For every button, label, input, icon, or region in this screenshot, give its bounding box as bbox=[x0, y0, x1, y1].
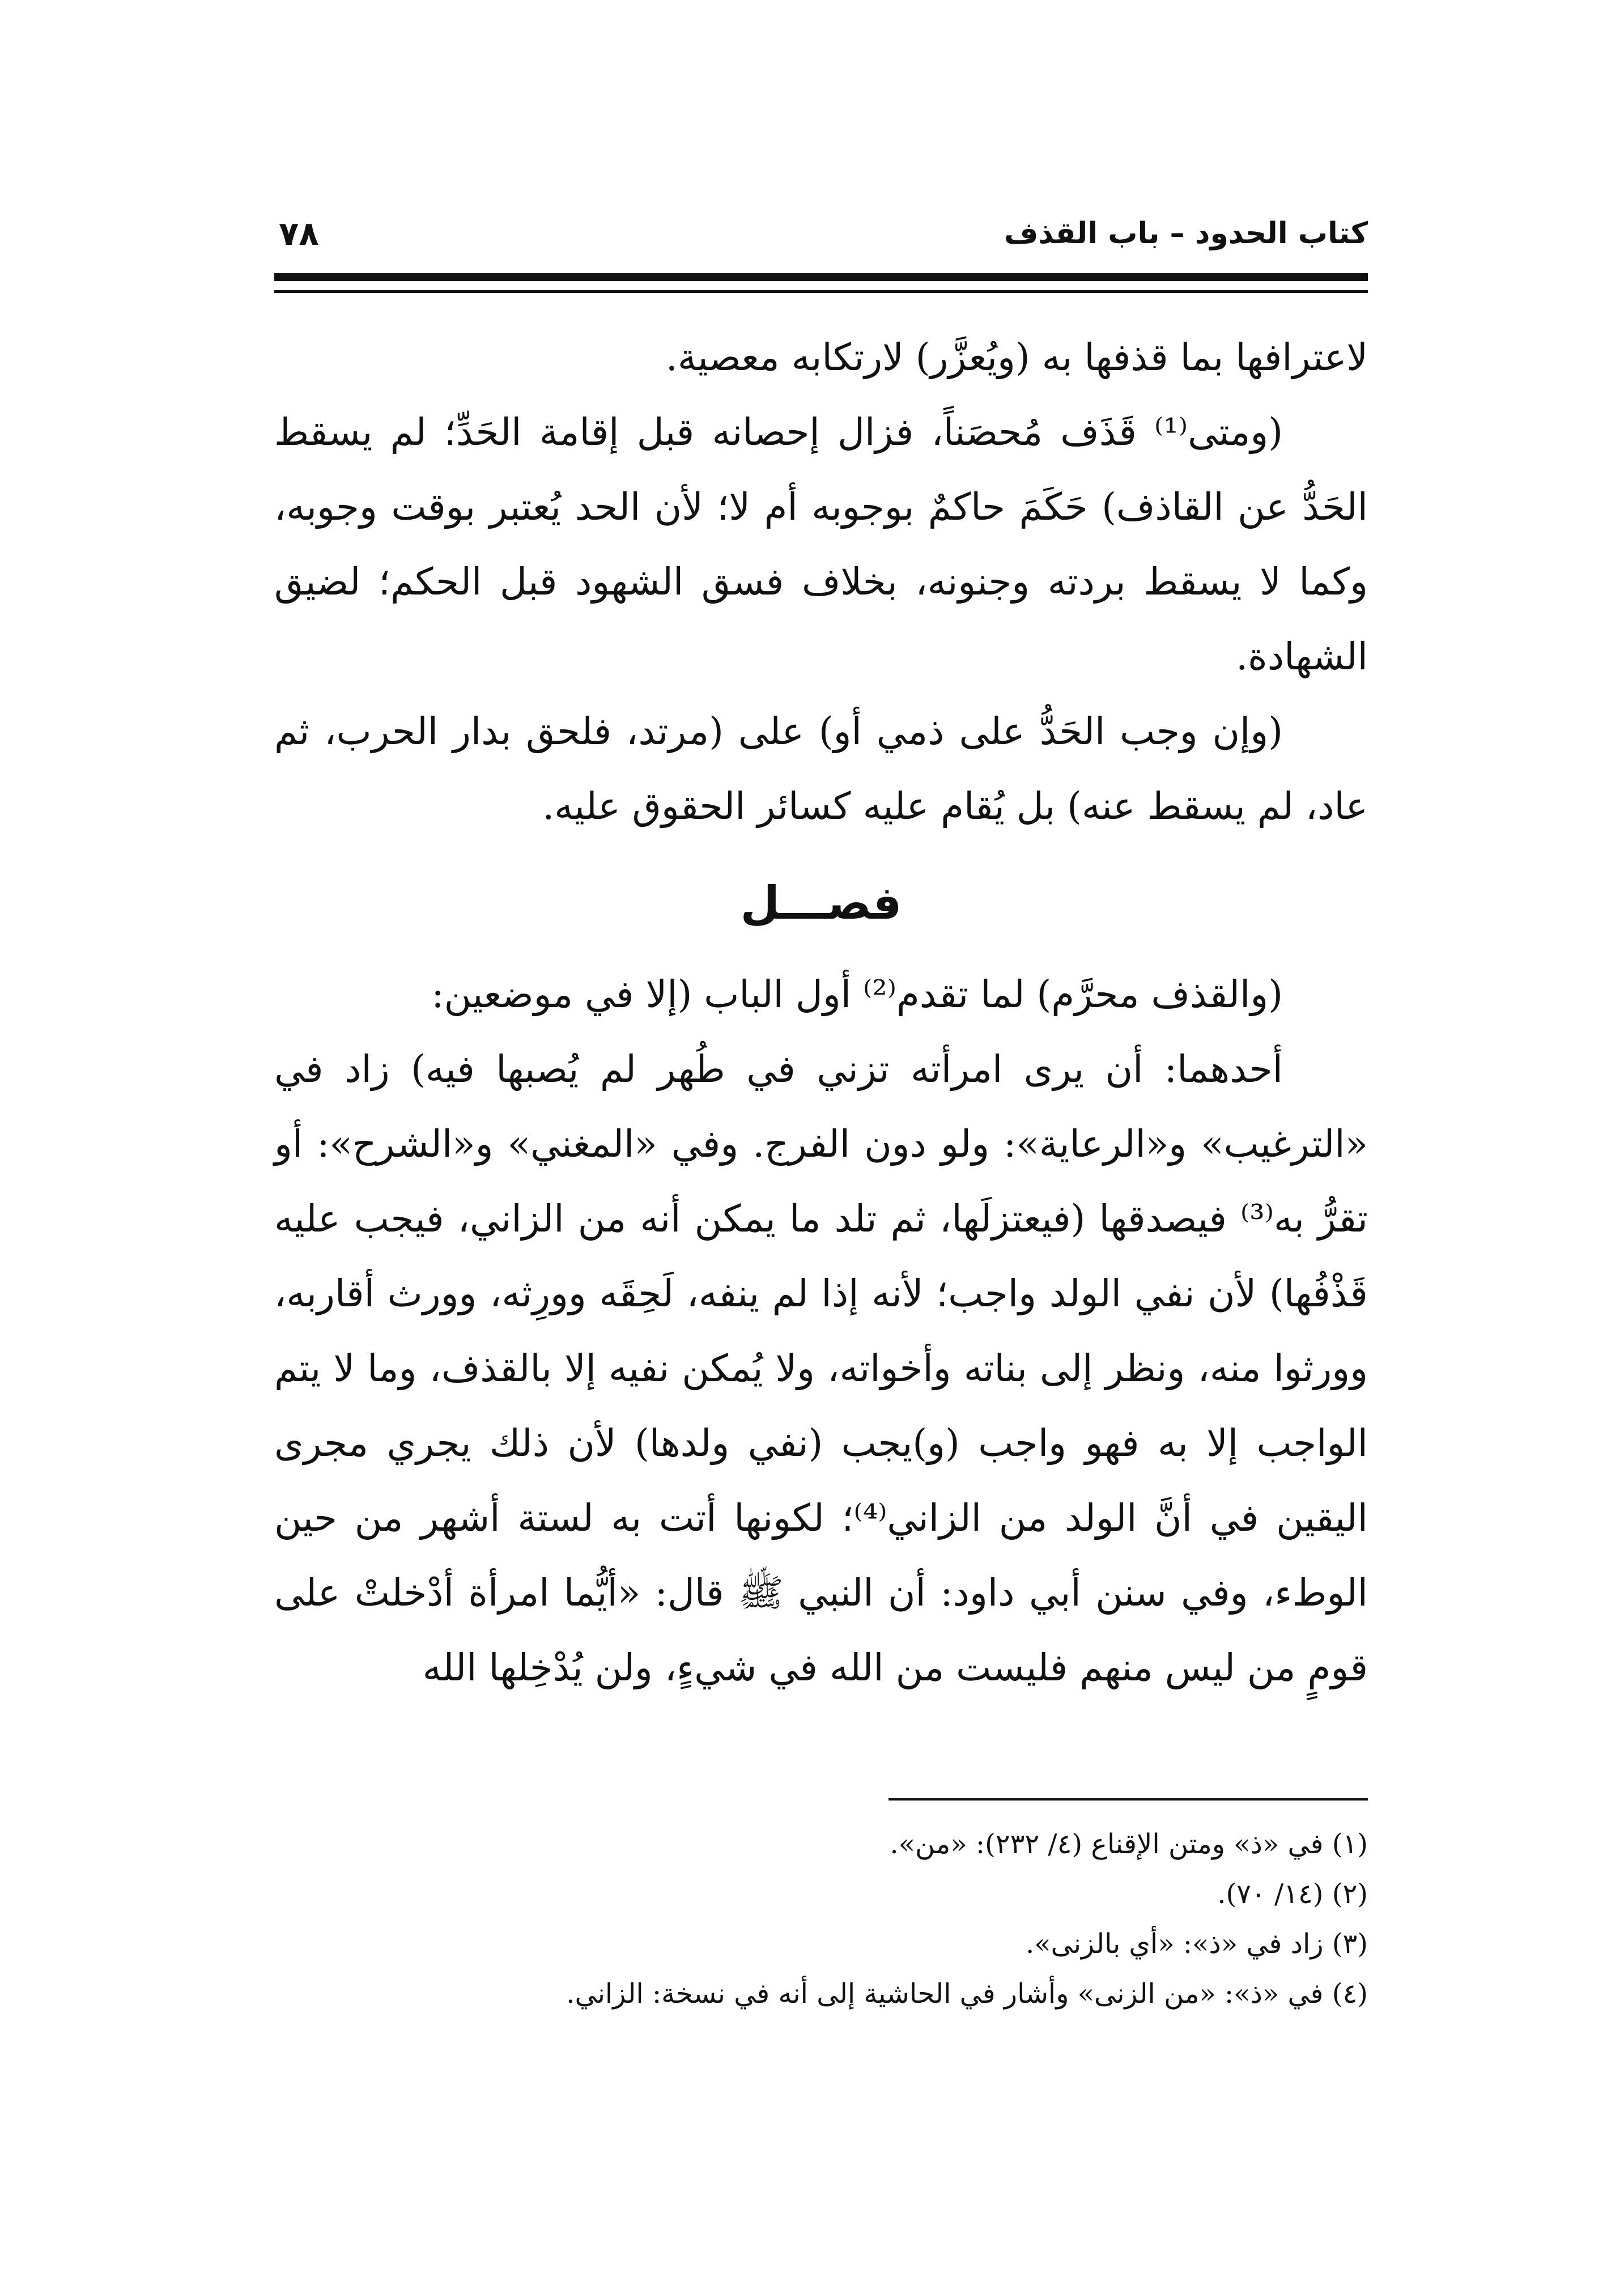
running-title: كتاب الحدود – باب القذف bbox=[1004, 216, 1368, 250]
section-heading: فصـــل bbox=[740, 877, 902, 929]
footnotes bbox=[274, 1819, 1368, 2019]
page-header bbox=[274, 211, 1368, 256]
main-text bbox=[274, 320, 1368, 1705]
paragraph-1: لاعترافها بما قذفها به (ويُعزَّر) لارتكابه معصية. bbox=[665, 336, 1368, 379]
page-number: ٧٨ bbox=[279, 214, 319, 253]
paragraph-5: أحدهما: أن يرى امرأته تزني في طُهر لم يُصبها فيه) زاد في «الترغيب» و«الرعاية»: ولو دون الفرج. وفي «المغني» و«الشرح»: أو تقرُّ به⁽³⁾ فيصدقها (فيعتزلَها، ثم تلد ما يمكن أنه من الزاني، فيجب عليه قَذْفُها) لأن نفي الولد واجب؛ لأنه إذا لم ينفه، لَحِقَه وورِثه، وورث أقاربه، وورثوا منه، ونظر إلى بناته وأخواته، ولا يُمكن نفيه إلا بالقذف، وما لا يتم الواجب إلا به فهو واجب (و)يجب (نفي ولدها) لأن ذلك يجري مجرى اليقين في أنَّ الولد من الزاني⁽⁴⁾؛ لكونها أتت به لستة أشهر من حين الوطء، وفي سنن أبي داود: أن النبي ﷺ قال: «أيُّما امرأة أدْخلتْ على قومٍ من ليس منهم فليست من الله في شيءٍ، ولن يُدْخِلها الله bbox=[274, 1047, 1368, 1689]
footnote-separator bbox=[888, 1798, 1368, 1801]
footnote-3: (٣) زاد في «ذ»: «أي بالزنى». bbox=[1025, 1928, 1368, 1960]
header-rule-thick bbox=[274, 273, 1368, 281]
footnote-4: (٤) في «ذ»: «من الزنى» وأشار في الحاشية إلى أنه في نسخة: الزاني. bbox=[566, 1978, 1368, 2010]
paragraph-4: (والقذف محرَّم) لما تقدم⁽²⁾ أول الباب (إلا في موضعين: bbox=[431, 973, 1283, 1016]
footnote-2: (٢) (١٤/ ٧٠). bbox=[1217, 1878, 1368, 1910]
header-rule-thin bbox=[274, 290, 1368, 293]
paragraph-2: (ومتى⁽¹⁾ قَذَف مُحصَناً، فزال إحصانه قبل إقامة الحَدِّ؛ لم يسقط الحَدُّ عن القاذف) حَكَمَ حاكمٌ بوجوبه أم لا؛ لأن الحد يُعتبر بوقت وجوبه، وكما لا يسقط بردته وجنونه، بخلاف فسق الشهود قبل الحكم؛ لضيق الشهادة. bbox=[274, 410, 1368, 678]
footnote-1: (١) في «ذ» ومتن الإقناع (٤/ ٢٣٢): «من». bbox=[890, 1828, 1368, 1860]
paragraph-3: (وإن وجب الحَدُّ على ذمي أو) على (مرتد، فلحق بدار الحرب، ثم عاد، لم يسقط عنه) بل يُقام عليه كسائر الحقوق عليه. bbox=[274, 710, 1368, 828]
